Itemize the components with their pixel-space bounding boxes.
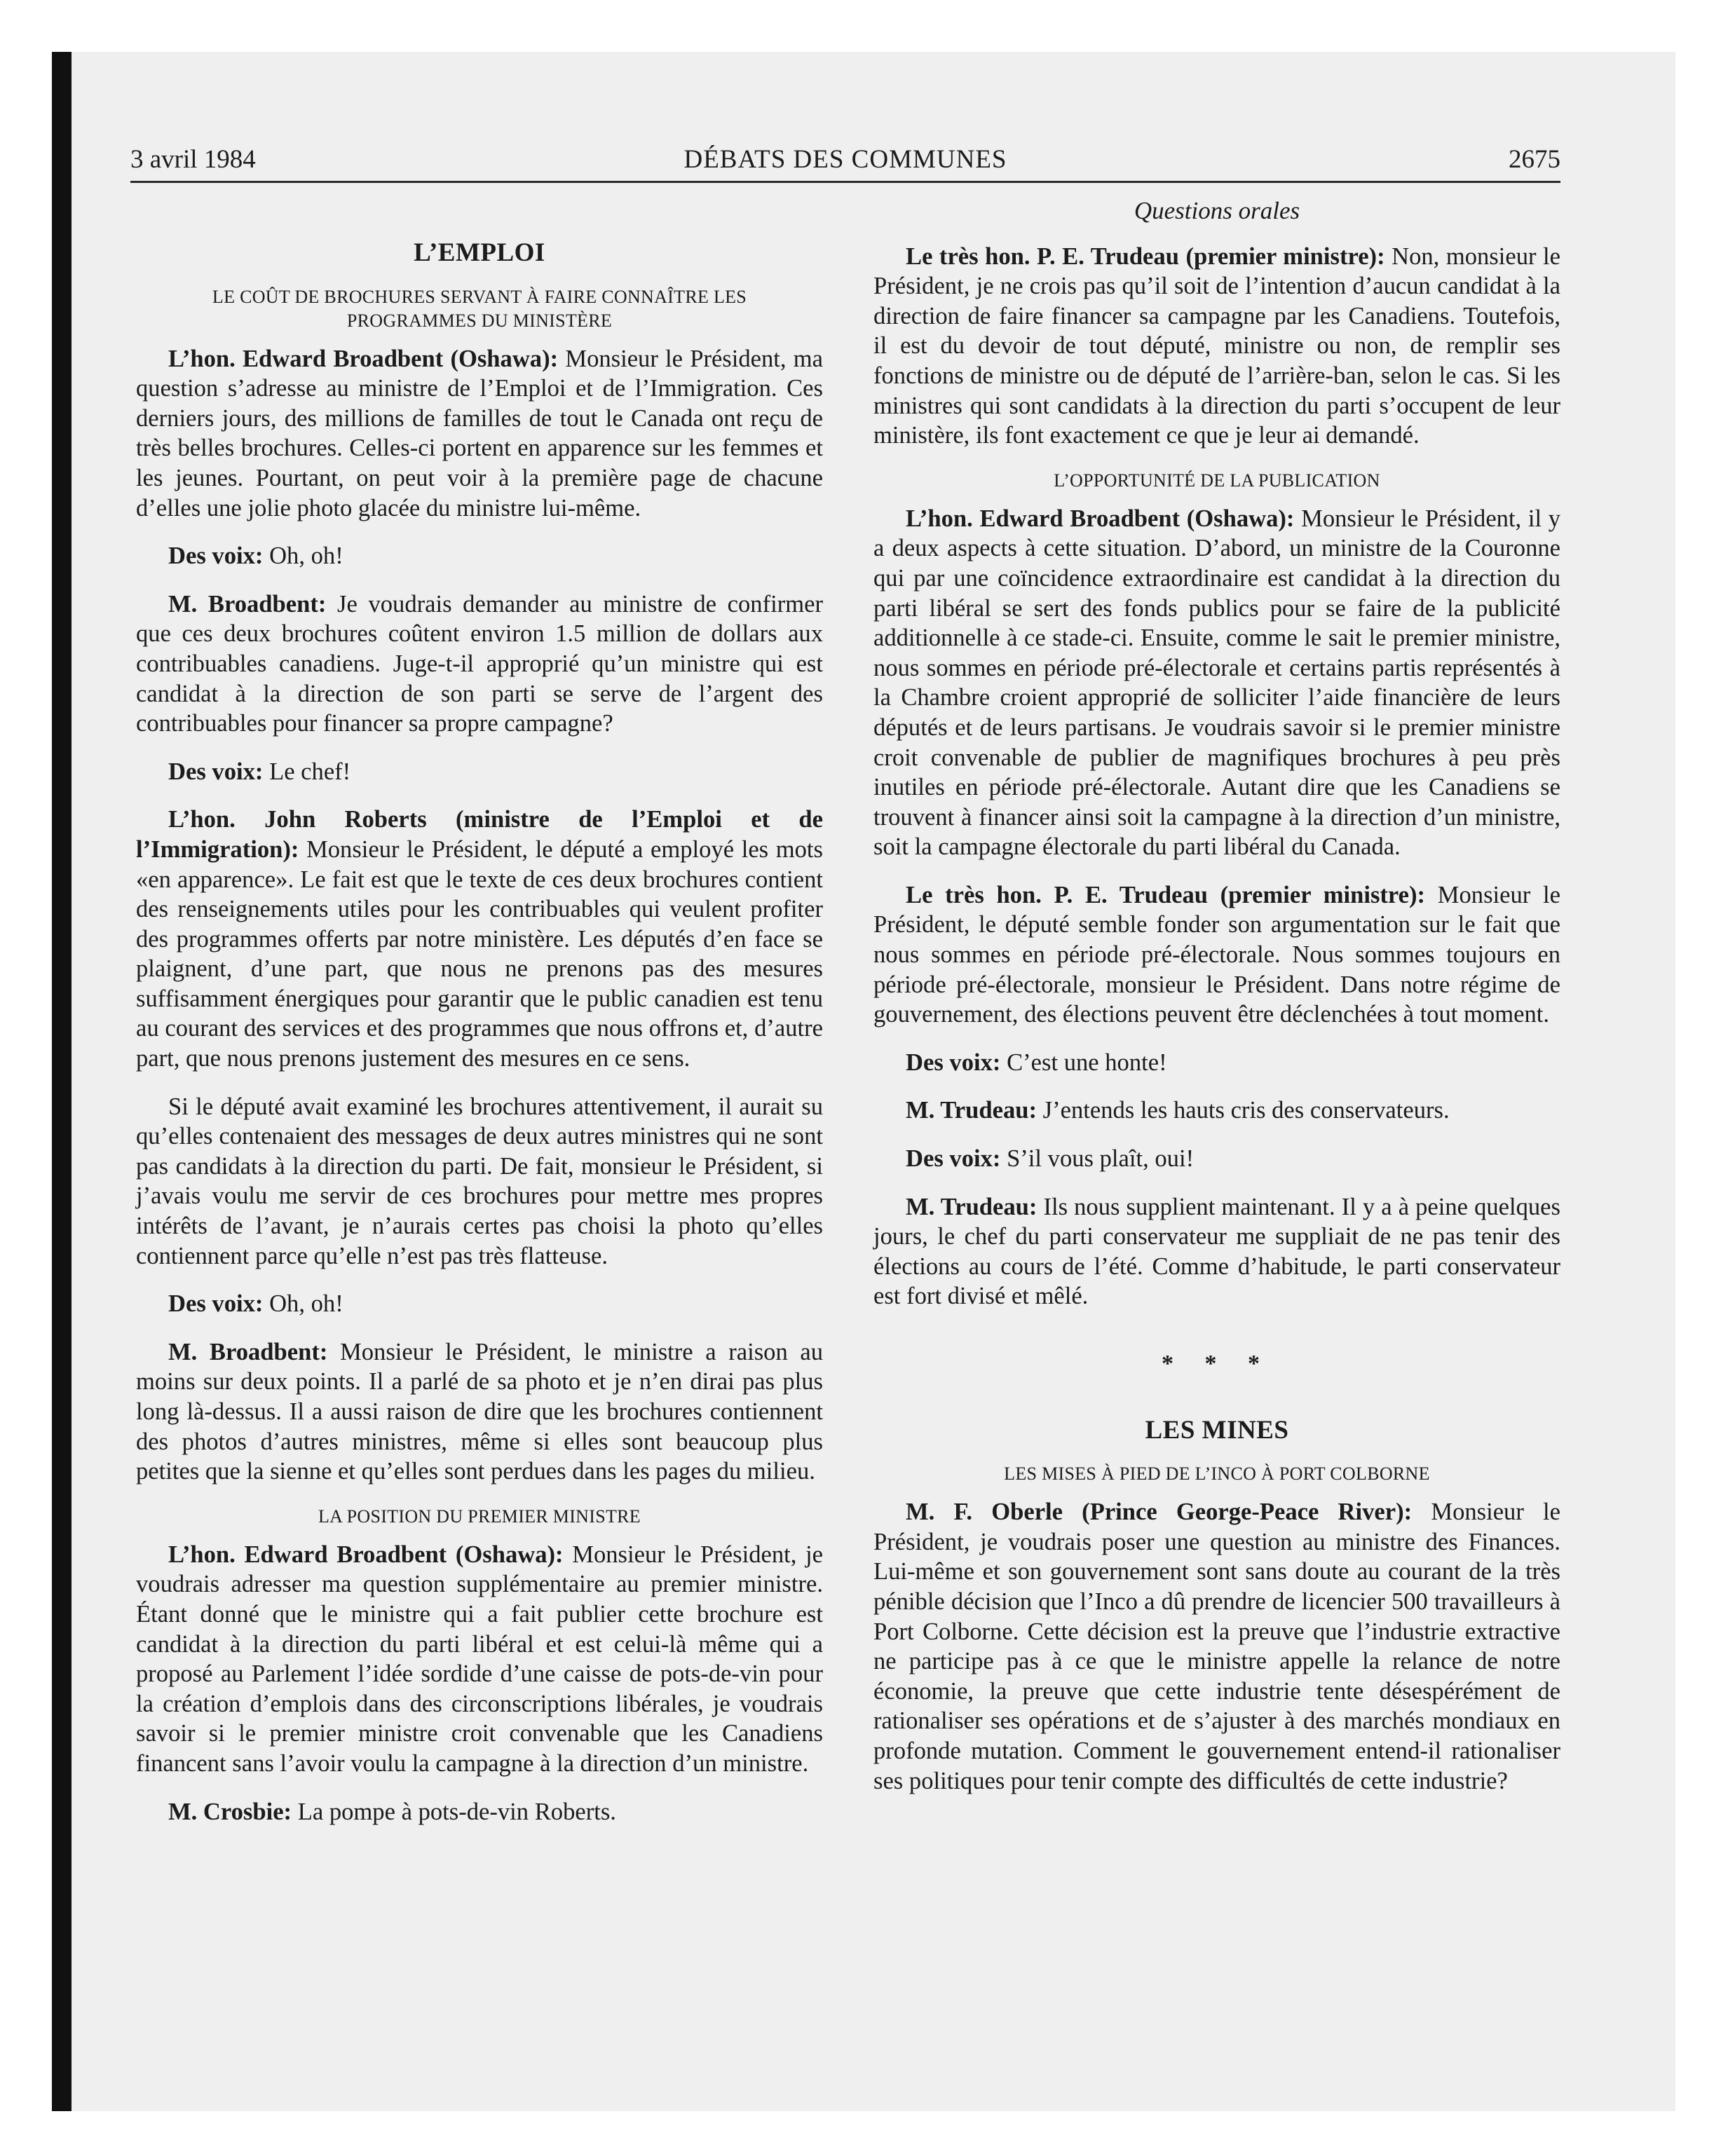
- subhead-mises-a-pied-inco: LES MISES À PIED DE L’INCO À PORT COLBORNE: [1004, 1464, 1430, 1485]
- speech-text: La pompe à pots-de-vin Roberts.: [292, 1798, 616, 1825]
- speech-text: Oh, oh!: [263, 543, 343, 570]
- speech-text: Non, monsieur le Président, je ne crois pas qu’il soit de l’intention d’aucun candidat à la direction de faire financer sa campagne par les Canadiens. Toutefois, il est du devoir de tout député, ministre ou non, de remplir ses fonctions de ministre ou de député de l’arrière-ban, selon le cas. Si les ministres qui sont candidats à la direction du parti s’occupent de leur ministère, ils font exactement ce que je leur ai demandé.: [873, 243, 1560, 449]
- speaker-name: L’hon. Edward Broadbent (Oshawa):: [906, 505, 1295, 532]
- speech-text: Ils nous supplient maintenant. Il y a à peine quelques jours, le chef du parti conservateur me suppliait de ne pas tenir des élections au cours de l’été. Comme d’habitude, le parti conservateur est fort divisé et mêlé.: [873, 1193, 1560, 1310]
- header-title: DÉBATS DES COMMUNES: [683, 145, 1007, 174]
- speech-text: Si le député avait examiné les brochures attentivement, il aurait su qu’elles contenaient des messages de deux autres ministres qui ne sont pas candidats à la direction du parti. De fait, monsieur le Président, si j’avais voulu me servir de ces brochures pour mettre mes propres intérêts de l’avant, je n’aurais certes pas choisi la photo qu’elles contiennent parce qu’elle n’est pas très flatteuse.: [136, 1093, 823, 1269]
- speech-text: C’est une honte!: [1000, 1049, 1167, 1076]
- header-date: 3 avril 1984: [130, 145, 256, 174]
- paragraph: [136, 1797, 823, 1827]
- running-subtitle: Questions orales: [1134, 197, 1300, 224]
- speaker-name: M. Trudeau:: [906, 1097, 1037, 1124]
- speech-text: Monsieur le Président, je voudrais poser une question au ministre des Finances. Lui-même et son gouvernement sont sans doute au courant de la très pénible décision que l’Inco a dû prendre de licencier 500 travailleurs à Port Colborne. Cette décision est la preuve que l’industrie extractive ne participe pas à ce que le ministre appelle la relance de notre économie, la preuve que cette industrie tente désespérément de rationaliser ses opérations et de s’ajuster à des marchés mondiaux en profonde mutation. Comment le gouvernement entend-il rationaliser ses politiques pour tenir compte des difficultés de cette industrie?: [873, 1499, 1560, 1794]
- scan-edge: [52, 52, 72, 2111]
- paragraph: [873, 1048, 1560, 1078]
- subhead-position-premier-ministre: LA POSITION DU PREMIER MINISTRE: [318, 1506, 641, 1527]
- section-title-mines: LES MINES: [1145, 1415, 1289, 1445]
- header-page-number: 2675: [1509, 145, 1560, 174]
- paragraph: [136, 589, 823, 739]
- paragraph: [873, 1096, 1560, 1126]
- speaker-name: Le très hon. P. E. Trudeau (premier ministre):: [906, 881, 1426, 908]
- paragraph: [136, 344, 823, 524]
- speech-text: S’il vous plaît, oui!: [1000, 1145, 1195, 1173]
- paragraph: [873, 242, 1560, 451]
- paragraph: [136, 1540, 823, 1779]
- speech-text: Monsieur le Président, le député semble fonder son argumentation sur le fait que nous sommes en période pré-électorale. Nous sommes toujours en période pré-électorale, monsieur le Président. Dans notre régime de gouvernement, des élections peuvent être déclenchées à tout moment.: [873, 881, 1560, 1028]
- paragraph: [873, 880, 1560, 1030]
- paragraph: [136, 1092, 823, 1271]
- speaker-name: Des voix:: [168, 1290, 264, 1318]
- left-column: [136, 238, 823, 1845]
- page-header: [130, 144, 1560, 183]
- speaker-name: M. Broadbent:: [168, 1338, 328, 1365]
- speaker-name: L’hon. John Roberts (ministre de l’Emploi et de l’Immigration):: [136, 806, 823, 863]
- speech-text: Monsieur le Président, il y a deux aspects à cette situation. D’abord, un ministre de la Couronne qui par une coïncidence extraordinaire est candidat à la direction du parti libéral se sert des fonds publics pour se faire de la publicité additionnelle à ce stade-ci. Ensuite, comme le sait le premier ministre, nous sommes en période pré-électorale et certains partis représentés à la Chambre croient approprié de solliciter l’aide financière de leurs députés et de leurs partisans. Je voudrais savoir si le premier ministre croit convenable de publier de magnifiques brochures à peu près inutiles en période pré-électorale. Autant dire que les Canadiens se trouvent à financer ainsi soit la campagne à la direction d’un ministre, soit la campagne électorale du parti libéral du Canada.: [873, 505, 1560, 861]
- paragraph: [136, 1337, 823, 1487]
- speaker-name: M. F. Oberle (Prince George-Peace River):: [906, 1499, 1413, 1526]
- speaker-name: M. Broadbent:: [168, 590, 327, 618]
- paragraph: [873, 1497, 1560, 1796]
- speaker-name: Des voix:: [906, 1049, 1001, 1076]
- speaker-name: Des voix:: [906, 1145, 1001, 1173]
- speech-text: Monsieur le Président, je voudrais adresser ma question supplémentaire au premier ministre. Étant donné que le ministre qui a fait publier cette brochure est candidat à la direction du parti libéral et est celui-là même qui a proposé au Parlement l’idée sordide d’une caisse de pots-de-vin pour la création d’emplois dans des circonscriptions libérales, je voudrais savoir si le premier ministre croit convenable que les Canadiens financent sans l’avoir voulu la campagne à la direction d’un ministre.: [136, 1541, 824, 1777]
- speech-text: Oh, oh!: [263, 1290, 343, 1318]
- speech-text: Monsieur le Président, le député a employé les mots «en apparence». Le fait est que le texte de ces deux brochures contient des renseignements utiles pour les contribuables qui veulent profiter des programmes offerts par notre ministère. Les députés d’en face se plaignent, d’une part, que nous ne prenons pas des mesures suffisamment énergiques pour garantir que le public canadien est tenu au courant des services et des programmes que nous offrons et, d’autre part, que nous prenons justement des mesures en ce sens.: [136, 835, 823, 1072]
- speaker-name: Le très hon. P. E. Trudeau (premier ministre):: [906, 243, 1385, 270]
- section-title-emploi: L’EMPLOI: [414, 238, 545, 267]
- section-separator: * * *: [1162, 1351, 1272, 1377]
- speech-text: Je voudrais demander au ministre de confirmer que ces deux brochures coûtent environ 1.5 million de dollars aux contribuables canadiens. Juge-t-il approprié qu’un ministre qui est candidat à la direction de son parti se serve de l’argent des contribuables pour financer sa propre campagne?: [136, 590, 823, 737]
- subhead-opportunite-publication: L’OPPORTUNITÉ DE LA PUBLICATION: [1054, 470, 1380, 491]
- speaker-name: Des voix:: [168, 758, 264, 785]
- subhead-cout-brochures: LE COÛT DE BROCHURES SERVANT À FAIRE CONNAÎTRE LES PROGRAMMES DU MINISTÈRE: [212, 286, 747, 331]
- speech-text: J’entends les hauts cris des conservateurs.: [1037, 1097, 1450, 1124]
- speaker-name: M. Crosbie:: [168, 1798, 292, 1825]
- paragraph: [873, 1192, 1560, 1311]
- paragraph: [873, 504, 1560, 862]
- paragraph: [136, 541, 823, 571]
- paragraph: [873, 1144, 1560, 1174]
- speaker-name: Des voix:: [168, 543, 264, 570]
- speaker-name: L’hon. Edward Broadbent (Oshawa):: [168, 1541, 564, 1568]
- paragraph: [136, 757, 823, 787]
- speaker-name: L’hon. Edward Broadbent (Oshawa):: [168, 345, 559, 372]
- right-column: [873, 196, 1560, 1814]
- paragraph: [136, 1289, 823, 1319]
- speech-text: Monsieur le Président, le ministre a raison au moins sur deux points. Il a parlé de sa photo et je n’en dirai pas plus long là-dessus. Il a aussi raison de dire que les brochures contiennent des photos d’autres ministres, même si elles sont beaucoup plus petites que la sienne et qu’elles sont perdues dans les pages du milieu.: [136, 1338, 824, 1485]
- speaker-name: M. Trudeau:: [906, 1193, 1037, 1220]
- speech-text: Le chef!: [263, 758, 351, 785]
- speech-text: Monsieur le Président, ma question s’adresse au ministre de l’Emploi et de l’Immigration. Ces derniers jours, des millions de familles de tout le Canada ont reçu de très belles brochures. Celles-ci portent en apparence sur les femmes et les jeunes. Pourtant, on peut voir à la première page de chacune d’elles une jolie photo glacée du ministre lui-même.: [136, 345, 823, 521]
- paragraph: [136, 805, 823, 1073]
